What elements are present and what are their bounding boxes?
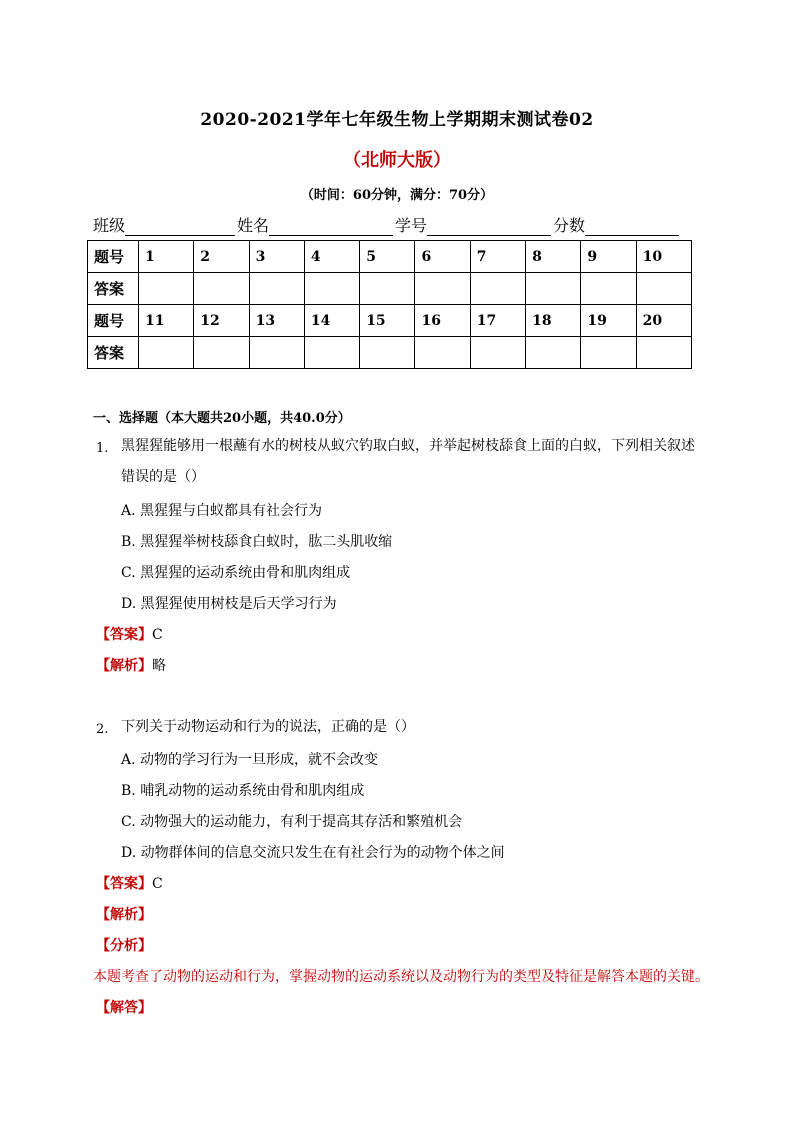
answer-value: C [152, 876, 163, 892]
score-label: 分数 [553, 216, 586, 235]
option-a[interactable]: A. 动物的学习行为一旦形成，就不会改变 [121, 752, 379, 768]
question-number-cell: 9 [581, 241, 636, 273]
answer-cell[interactable] [470, 337, 525, 369]
option-a[interactable]: A. 黑猩猩与白蚁都具有社会行为 [121, 503, 323, 519]
explain-tag: 【解析】 [96, 658, 152, 674]
answer-tag: 【答案】 [96, 627, 152, 643]
answer-cell[interactable] [526, 273, 581, 305]
answer-cell[interactable] [139, 273, 194, 305]
analysis-text: 本题考查了动物的运动和行为，掌握动物的运动系统以及动物行为的类型及特征是解答本题的关键。 [93, 969, 709, 985]
question-number-cell: 10 [636, 241, 691, 273]
question-number-cell: 13 [249, 305, 304, 337]
question-number-cell: 7 [470, 241, 525, 273]
solution-tag [96, 997, 152, 1017]
name-blank[interactable] [269, 217, 393, 236]
answer-cell[interactable] [249, 273, 304, 305]
explain-tag [96, 904, 152, 924]
option-c[interactable]: C. 动物强大的运动能力，有利于提高其存活和繁殖机会 [121, 814, 463, 830]
table-row [88, 305, 692, 337]
question-number-cell: 6 [415, 241, 470, 273]
table-head-cell: 答案 [88, 337, 139, 369]
question-number-cell: 16 [415, 305, 470, 337]
table-row [88, 241, 692, 273]
answer-table [87, 240, 692, 369]
analysis-tag [96, 935, 152, 955]
answer-cell[interactable] [139, 337, 194, 369]
class-blank[interactable] [125, 217, 235, 236]
question-number-cell: 17 [470, 305, 525, 337]
page-subtitle: （北师大版） [343, 150, 451, 171]
answer-cell[interactable] [304, 337, 359, 369]
table-head-cell: 题号 [88, 305, 139, 337]
table-row [88, 273, 692, 305]
option-d[interactable]: D. 动物群体间的信息交流只发生在有社会行为的动物个体之间 [121, 845, 505, 861]
question-number-cell: 3 [249, 241, 304, 273]
time-info: （时间：60分钟，满分：70分） [300, 188, 494, 203]
table-head-cell: 答案 [88, 273, 139, 305]
student-info-fields [93, 214, 695, 236]
page-title: 2020-2021学年七年级生物上学期期末测试卷02 [200, 110, 594, 130]
question-number-cell: 19 [581, 305, 636, 337]
question-number-cell: 18 [526, 305, 581, 337]
question-number: 2. [96, 722, 109, 737]
question-number-cell: 14 [304, 305, 359, 337]
answer-cell[interactable] [415, 337, 470, 369]
table-row [88, 337, 692, 369]
question-number-cell: 11 [139, 305, 194, 337]
id-blank[interactable] [427, 217, 551, 236]
question-number-cell: 4 [304, 241, 359, 273]
option-b[interactable]: B. 黑猩猩举树枝舔食白蚁时，肱二头肌收缩 [121, 534, 393, 550]
question-number-cell: 20 [636, 305, 691, 337]
answer-cell[interactable] [526, 337, 581, 369]
answer-cell[interactable] [304, 273, 359, 305]
table-head-cell: 题号 [88, 241, 139, 273]
answer-cell[interactable] [194, 273, 249, 305]
explain-line [96, 655, 166, 675]
answer-cell[interactable] [249, 337, 304, 369]
id-label: 学号 [395, 216, 428, 235]
answer-cell[interactable] [581, 273, 636, 305]
answer-cell[interactable] [360, 337, 415, 369]
answer-cell[interactable] [470, 273, 525, 305]
answer-cell[interactable] [636, 337, 691, 369]
answer-line [96, 624, 163, 644]
answer-cell[interactable] [581, 337, 636, 369]
answer-cell[interactable] [194, 337, 249, 369]
explain-tag-text: 【解析】 [96, 907, 152, 923]
answer-cell[interactable] [636, 273, 691, 305]
question-number-cell: 5 [360, 241, 415, 273]
option-b[interactable]: B. 哺乳动物的运动系统由骨和肌肉组成 [121, 783, 365, 799]
solution-tag-text: 【解答】 [96, 1000, 152, 1016]
option-c[interactable]: C. 黑猩猩的运动系统由骨和肌肉组成 [121, 565, 351, 581]
question-number: 1. [96, 441, 109, 456]
name-label: 姓名 [237, 216, 270, 235]
question-number-cell: 8 [526, 241, 581, 273]
section-heading: 一、选择题（本大题共20小题，共40.0分） [93, 411, 351, 426]
answer-cell[interactable] [415, 273, 470, 305]
analysis-tag-text: 【分析】 [96, 938, 152, 954]
question-text-line: 下列关于动物运动和行为的说法，正确的是（） [121, 719, 415, 735]
answer-value: C [152, 627, 163, 643]
answer-line [96, 873, 163, 893]
answer-tag: 【答案】 [96, 876, 152, 892]
question-text-line: 错误的是（） [121, 469, 205, 485]
answer-cell[interactable] [360, 273, 415, 305]
question-text-line: 黑猩猩能够用一根蘸有水的树枝从蚁穴钓取白蚁，并举起树枝舔食上面的白蚁，下列相关叙述 [121, 438, 695, 454]
question-number-cell: 1 [139, 241, 194, 273]
option-d[interactable]: D. 黑猩猩使用树枝是后天学习行为 [121, 596, 337, 612]
score-blank[interactable] [585, 217, 679, 236]
explain-value: 略 [152, 658, 166, 674]
question-number-cell: 2 [194, 241, 249, 273]
question-number-cell: 15 [360, 305, 415, 337]
question-number-cell: 12 [194, 305, 249, 337]
class-label: 班级 [93, 216, 126, 235]
